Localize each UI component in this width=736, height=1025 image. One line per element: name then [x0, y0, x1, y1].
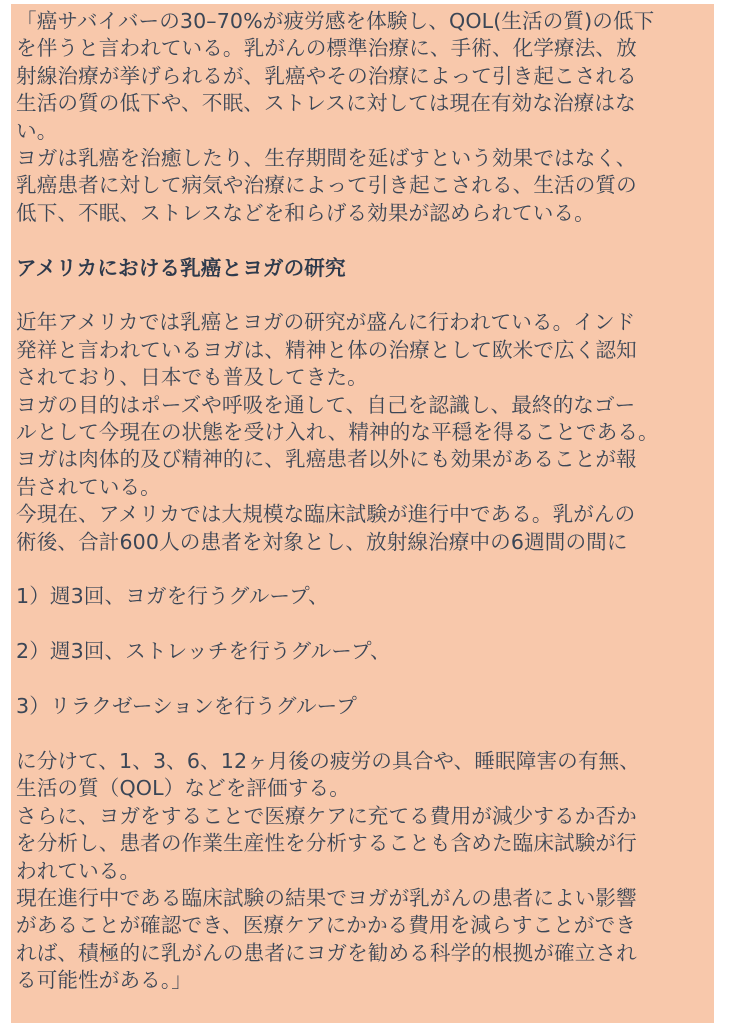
intro-paragraph [16, 8, 710, 227]
spacer [16, 227, 710, 254]
text-line: されており、日本でも普及してきた。 [16, 365, 368, 390]
group-item-2: 2）週3回、ストレッチを行うグループ、 [16, 639, 391, 664]
section-heading: アメリカにおける乳癌とヨガの研究 [16, 255, 346, 280]
text-line: る可能性がある。」 [16, 968, 192, 993]
text-line: 発祥と言われているヨガは、精神と体の治療として欧米で広く認知 [16, 337, 637, 362]
text-line: 生活の質（QOL）などを評価する。 [16, 776, 350, 801]
text-line: があることが確認でき、医療ケアにかかる費用を減らすことができ [16, 913, 636, 938]
text-line: い。 [16, 118, 58, 143]
quote-panel [11, 4, 714, 1023]
spacer [16, 666, 710, 693]
text-line: ヨガは乳癌を治癒したり、生存期間を延ばすという効果ではなく、 [16, 146, 637, 171]
text-line: 近年アメリカでは乳癌とヨガの研究が盛んに行われている。インド [16, 310, 636, 335]
spacer [16, 611, 710, 638]
text-line: ヨガの目的はポーズや呼吸を通して、自己を認識し、最終的なゴー [16, 392, 636, 417]
text-line: 術後、合計600人の患者を対象とし、放射線治療中の6週間の間に [16, 529, 628, 554]
text-line: さらに、ヨガをすることで医療ケアに充てる費用が減少するか否か [16, 803, 637, 828]
text-line: 「癌サバイバーの30–70%が疲労感を体験し、QOL(生活の質)の低下 [16, 9, 655, 33]
closing-paragraph [16, 748, 710, 995]
text-line: ヨガは肉体的及び精神的に、乳癌患者以外にも効果があることが報 [16, 447, 637, 472]
text-line: 今現在、アメリカでは大規模な臨床試験が進行中である。乳がんの [16, 502, 636, 527]
text-line: を伴うと言われている。乳がんの標準治療に、手術、化学療法、放 [16, 36, 637, 61]
text-line: れば、積極的に乳がんの患者にヨガを勧める科学的根拠が確立され [16, 940, 637, 965]
group-item-3: 3）リラクゼーションを行うグループ [16, 694, 358, 719]
text-line: 低下、不眠、ストレスなどを和らげる効果が認められている。 [16, 200, 595, 225]
text-line: 射線治療が挙げられるが、乳癌やその治療によって引き起こされる [16, 63, 637, 88]
text-line: ルとして今現在の状態を受け入れ、精神的な平穏を得ることである。 [16, 420, 659, 445]
text-line: 生活の質の低下や、不眠、ストレスに対しては現在有効な治療はな [16, 91, 636, 116]
text-line: われている。 [16, 858, 141, 883]
spacer [16, 556, 710, 583]
spacer [16, 720, 710, 747]
group-item-1: 1）週3回、ヨガを行うグループ、 [16, 584, 329, 609]
spacer [16, 282, 710, 309]
text-line: に分けて、1、3、6、12ヶ月後の疲労の具合や、睡眠障害の有無、 [16, 748, 640, 773]
text-line: 告されている。 [16, 474, 161, 499]
research-paragraph [16, 309, 710, 556]
text-line: 現在進行中である臨床試験の結果でヨガが乳がんの患者によい影響 [16, 885, 637, 910]
text-line: 乳癌患者に対して病気や治療によって引き起こされる、生活の質の [16, 173, 637, 198]
text-line: を分析し、患者の作業生産性を分析することも含めた臨床試験が行 [16, 831, 637, 856]
